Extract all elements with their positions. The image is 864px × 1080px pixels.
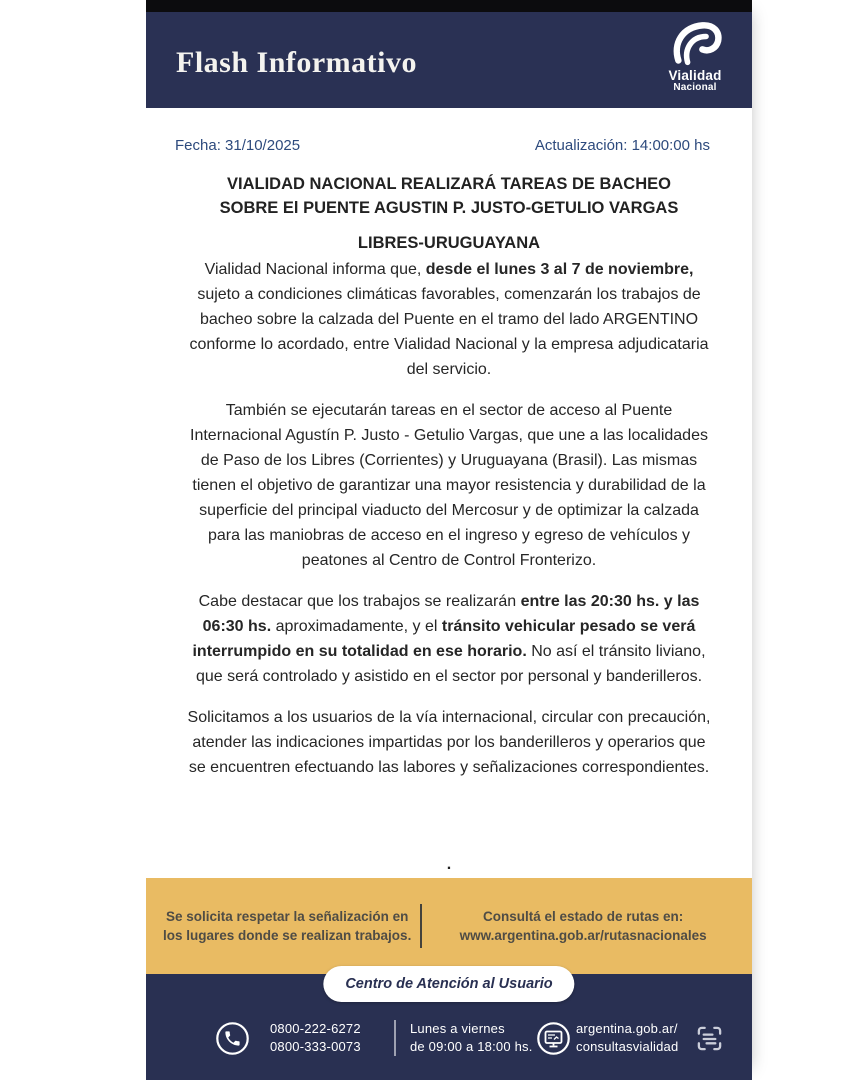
headline-line3: LIBRES-URUGUAYANA (357, 234, 541, 252)
phone-number-2: 0800-333-0073 (270, 1038, 361, 1054)
notice-left (160, 907, 414, 945)
top-black-bar (146, 0, 752, 12)
footer (146, 974, 752, 1080)
notice-band (146, 878, 752, 974)
headline (146, 172, 752, 255)
notice-left-line2: los lugares donde se realizan trabajos. (162, 928, 412, 943)
page-title: Flash Informativo (176, 46, 417, 79)
service-hours (410, 1020, 533, 1055)
header (146, 12, 752, 108)
footer-website (576, 1020, 678, 1055)
logo-text-nacional: Nacional (673, 82, 717, 93)
paragraph: Vialidad Nacional informa que, desde el lunes 3 al 7 de noviembre, sujeto a condiciones climáticas favorables, comenzarán los trabajos de bacheo sobre la calzada del Puente en el tramo del lado ARGENTINO conforme lo acordado, entre Vialidad Nacional y la empresa adjudicataria del servicio. (189, 261, 709, 378)
footer-divider (394, 1020, 396, 1056)
paragraph: También se ejecutarán tareas en el sector de acceso al Puente Internacional Agustín P. Justo - Getulio Vargas, que une a las localidades de Paso de los Libres (Corrientes) y Uruguayana (Brasil). Las mismas tienen el objetivo de garantizar una mayor resistencia y durabilidad de la superficie del principal viaducto del Mercosur y de optimizar la calzada para las maniobras de acceso en el ingreso y egreso de vehículos y peatones al Centro de Control Fronterizo. (190, 402, 708, 569)
routes-url: www.argentina.gob.ar/rutasnacionales (459, 928, 707, 943)
vialidad-nacional-logo (652, 18, 738, 93)
hours-line2: de 09:00 a 18:00 hs. (410, 1038, 533, 1054)
paragraph: Solicitamos a los usuarios de la vía internacional, circular con precaución, atender las indicaciones impartidas por los banderilleros y operarios que se encuentren efectuando las labores y señalizaciones correspondientes. (187, 709, 711, 776)
band-divider (420, 904, 422, 948)
phone-number-1: 0800-222-6272 (270, 1021, 361, 1036)
stray-dot: . (446, 856, 452, 873)
phone-icon (216, 1022, 249, 1060)
paragraph: Cabe destacar que los trabajos se realizarán entre las 20:30 hs. y las 06:30 hs. aproximadamente, y el tránsito vehicular pesado se verá interrumpido en su totalidad en ese horario. No así el tránsito liviano, que será controlado y asistido en el sector por personal y banderilleros. (192, 593, 706, 685)
website-line2: consultasvialidad (576, 1038, 679, 1054)
notice-right (428, 907, 738, 945)
headline-line1: VIALIDAD NACIONAL REALIZARÁ TAREAS DE BACHEO (227, 175, 671, 193)
notice-left-line1: Se solicita respetar la señalización en (165, 909, 409, 924)
logo-text-vialidad: Vialidad (668, 68, 722, 83)
monitor-icon (537, 1022, 570, 1060)
meta-row (146, 137, 752, 154)
website-line1: argentina.gob.ar/ (576, 1021, 678, 1036)
hours-line1: Lunes a viernes (410, 1021, 505, 1036)
date-label: Fecha: 31/10/2025 (175, 137, 301, 154)
update-label: Actualización: 14:00:00 hs (534, 137, 710, 154)
body-paragraphs (146, 257, 752, 796)
user-service-pill: Centro de Atención al Usuario (323, 966, 574, 1002)
headline-line2: SOBRE El PUENTE AGUSTIN P. JUSTO-GETULIO VARGAS (219, 199, 679, 217)
notice-right-line1: Consultá el estado de rutas en: (483, 909, 684, 924)
flash-informativo-flyer (146, 0, 752, 1080)
road-swirl-icon (666, 18, 724, 66)
scan-icon (695, 1024, 724, 1058)
phone-numbers (270, 1020, 361, 1055)
